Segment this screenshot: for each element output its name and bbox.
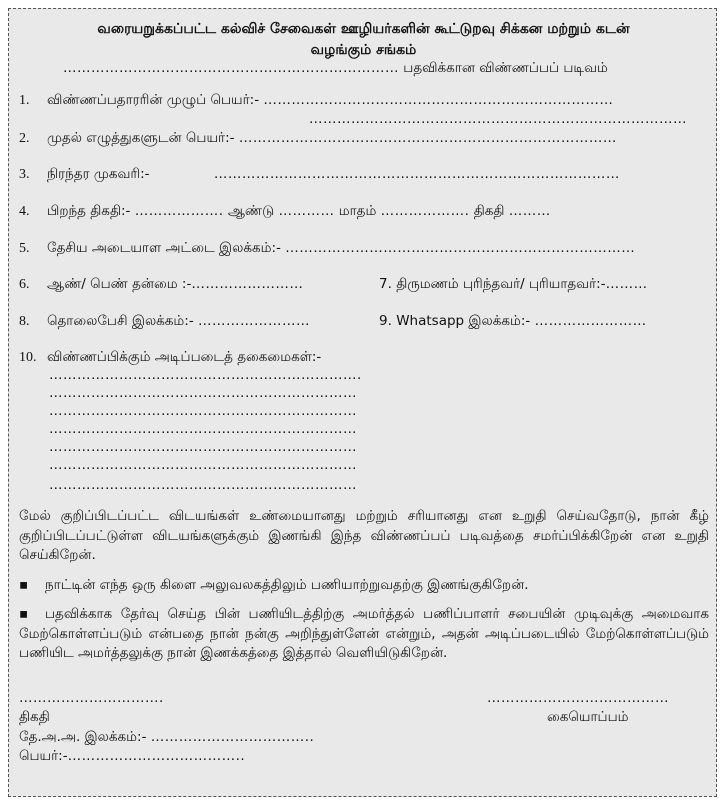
field-dots[interactable]: …………………… — [198, 313, 311, 329]
field-label: தொலைபேசி இலக்கம்:- — [47, 313, 194, 329]
field-dots[interactable]: ………………………………………………………………… — [263, 92, 614, 108]
field-label: நிரந்தர முகவரி:- — [47, 166, 150, 182]
form-title-line1: வரையறுக்கப்பட்ட கல்விச் சேவைகள் ஊழியர்களின் கூட்டுறவு சிக்கன மற்றும் கடன் — [97, 21, 630, 37]
day-label: திகதி — [473, 203, 505, 219]
field-gender — [19, 275, 303, 294]
name-dots[interactable]: ……………………………….. — [67, 748, 246, 764]
field-number: 5. — [19, 241, 30, 256]
field-whatsapp — [379, 312, 647, 330]
qualification-line[interactable]: ………………………………………………………… — [49, 439, 357, 455]
signature-label: கையொப்பம் — [547, 709, 629, 725]
field-number: 1. — [19, 93, 30, 108]
bullet-item — [19, 576, 709, 596]
year-dots[interactable]: ………… — [278, 203, 335, 219]
bullet-icon: ▪ — [19, 606, 29, 622]
form-title-line2: வழங்கும் சங்கம் — [310, 42, 417, 58]
field-full-name — [19, 91, 613, 110]
field-phone — [19, 312, 310, 331]
field-number: 6. — [19, 277, 30, 292]
field-number: 9. — [379, 313, 392, 329]
field-label: விண்ணப்பிக்கும் அடிப்படைத் தகைமைகள்:- — [47, 349, 322, 365]
field-number: 8. — [19, 314, 30, 329]
date-dots[interactable]: …………………………. — [19, 690, 164, 706]
qualification-line[interactable]: ………………………………………………………… — [49, 403, 357, 419]
field-dots[interactable]: ……………………………………………………………………… — [238, 130, 617, 146]
field-full-name-dots2[interactable]: ……………………………………………………………………… — [309, 111, 687, 127]
field-number: 4. — [19, 204, 30, 219]
nic-dots[interactable]: …………………………….. — [150, 729, 315, 745]
date-label: திகதி — [19, 709, 50, 725]
field-initials-name — [19, 129, 617, 148]
qualification-line[interactable]: ………………………………………………………… — [49, 477, 357, 493]
field-dots[interactable]: …………………… — [191, 276, 304, 292]
field-label: திருமணம் புரிந்தவர்/ புரியாதவர்:- — [396, 276, 606, 292]
field-dots[interactable]: …………………………………………………………………………… — [213, 166, 620, 182]
signature-dots[interactable]: ………………………………… — [487, 690, 669, 706]
field-marital-status — [379, 275, 648, 293]
bullet-text: பதவிக்காக தேர்வு செய்த பின் பணியிடத்திற்கு அமர்த்தல் பணிப்பாளர் சபையின் முடிவுக்கு அமைவாக மேற்கொள்ளப்படும் என்பதை நான் நன்கு அறிந்துள்ளேன் என்றும், அதன் அடிப்படையில் மேற்கொள்ளப்படும் பணியிட அமர்த்தலுக்கு நான் இணக்கத்தை இத்தால் வெளியிடுகிறேன். — [19, 606, 709, 661]
field-address — [19, 165, 620, 184]
nic-footer — [19, 728, 314, 746]
field-dots[interactable]: ………………………………………………………………… — [285, 240, 636, 256]
bullet-icon: ▪ — [19, 577, 29, 593]
field-label: Whatsapp இலக்கம்:- — [396, 313, 531, 329]
field-label: முதல் எழுத்துகளுடன் பெயர்:- — [47, 130, 235, 146]
name-footer — [19, 747, 245, 765]
application-form — [8, 8, 717, 797]
post-label: பதவிக்கான விண்ணப்பப் படிவம் — [403, 60, 608, 76]
field-dots[interactable]: ………………. — [134, 203, 224, 219]
post-line — [63, 59, 608, 77]
field-number: 2. — [19, 131, 30, 146]
field-qualifications — [19, 348, 321, 367]
field-number: 7. — [379, 276, 392, 292]
field-label: தேசிய அடையாள அட்டை இலக்கம்:- — [47, 240, 281, 256]
declaration-paragraph: மேல் குறிப்பிடப்பட்ட விடயங்கள் உண்மையானது மற்றும் சரியானது என உறுதி செய்வதோடு, நான் கீழ் குறிப்பிடப்பட்டுள்ள விடயங்களுக்கும் இணங்கி இந்த விண்ணப்பப் படிவத்தை சமர்ப்பிக்கிறேன் என உறுதி செய்கிறேன். — [19, 508, 709, 563]
field-dots[interactable]: …………………… — [534, 313, 647, 329]
name-label: பெயர்:- — [19, 748, 68, 764]
field-dots[interactable]: ……… — [605, 276, 648, 292]
bullet-item — [19, 605, 709, 664]
nic-label: தே.அ.அ. இலக்கம்:- — [19, 729, 147, 745]
qualification-line[interactable]: ………………………………………………………… — [49, 421, 357, 437]
field-label: விண்ணப்பதாரரின் முழுப் பெயர்:- — [47, 92, 260, 108]
qualification-line[interactable]: …………………………………………………………. — [49, 367, 362, 383]
year-label: ஆண்டு — [227, 203, 275, 219]
field-number: 3. — [19, 167, 30, 182]
field-number: 10. — [19, 350, 37, 365]
bullet-text: நாட்டின் எந்த ஒரு கிளை அலுவலகத்திலும் பணியாற்றுவதற்கு இணங்குகிறேன். — [45, 577, 529, 593]
field-nic — [19, 239, 635, 258]
post-dots[interactable]: ……………………………………………………………… — [63, 60, 399, 76]
field-label: பிறந்த திகதி:- — [47, 203, 131, 219]
field-birth-date — [19, 202, 551, 221]
day-dots[interactable]: ……… — [508, 203, 551, 219]
month-dots[interactable]: ………………. — [380, 203, 470, 219]
qualification-line[interactable]: ………………………………………………………… — [49, 457, 357, 473]
qualification-line[interactable]: ………………………………………………………… — [49, 385, 357, 401]
field-label: ஆண்/ பெண் தன்மை :- — [47, 276, 192, 292]
month-label: மாதம் — [338, 203, 377, 219]
